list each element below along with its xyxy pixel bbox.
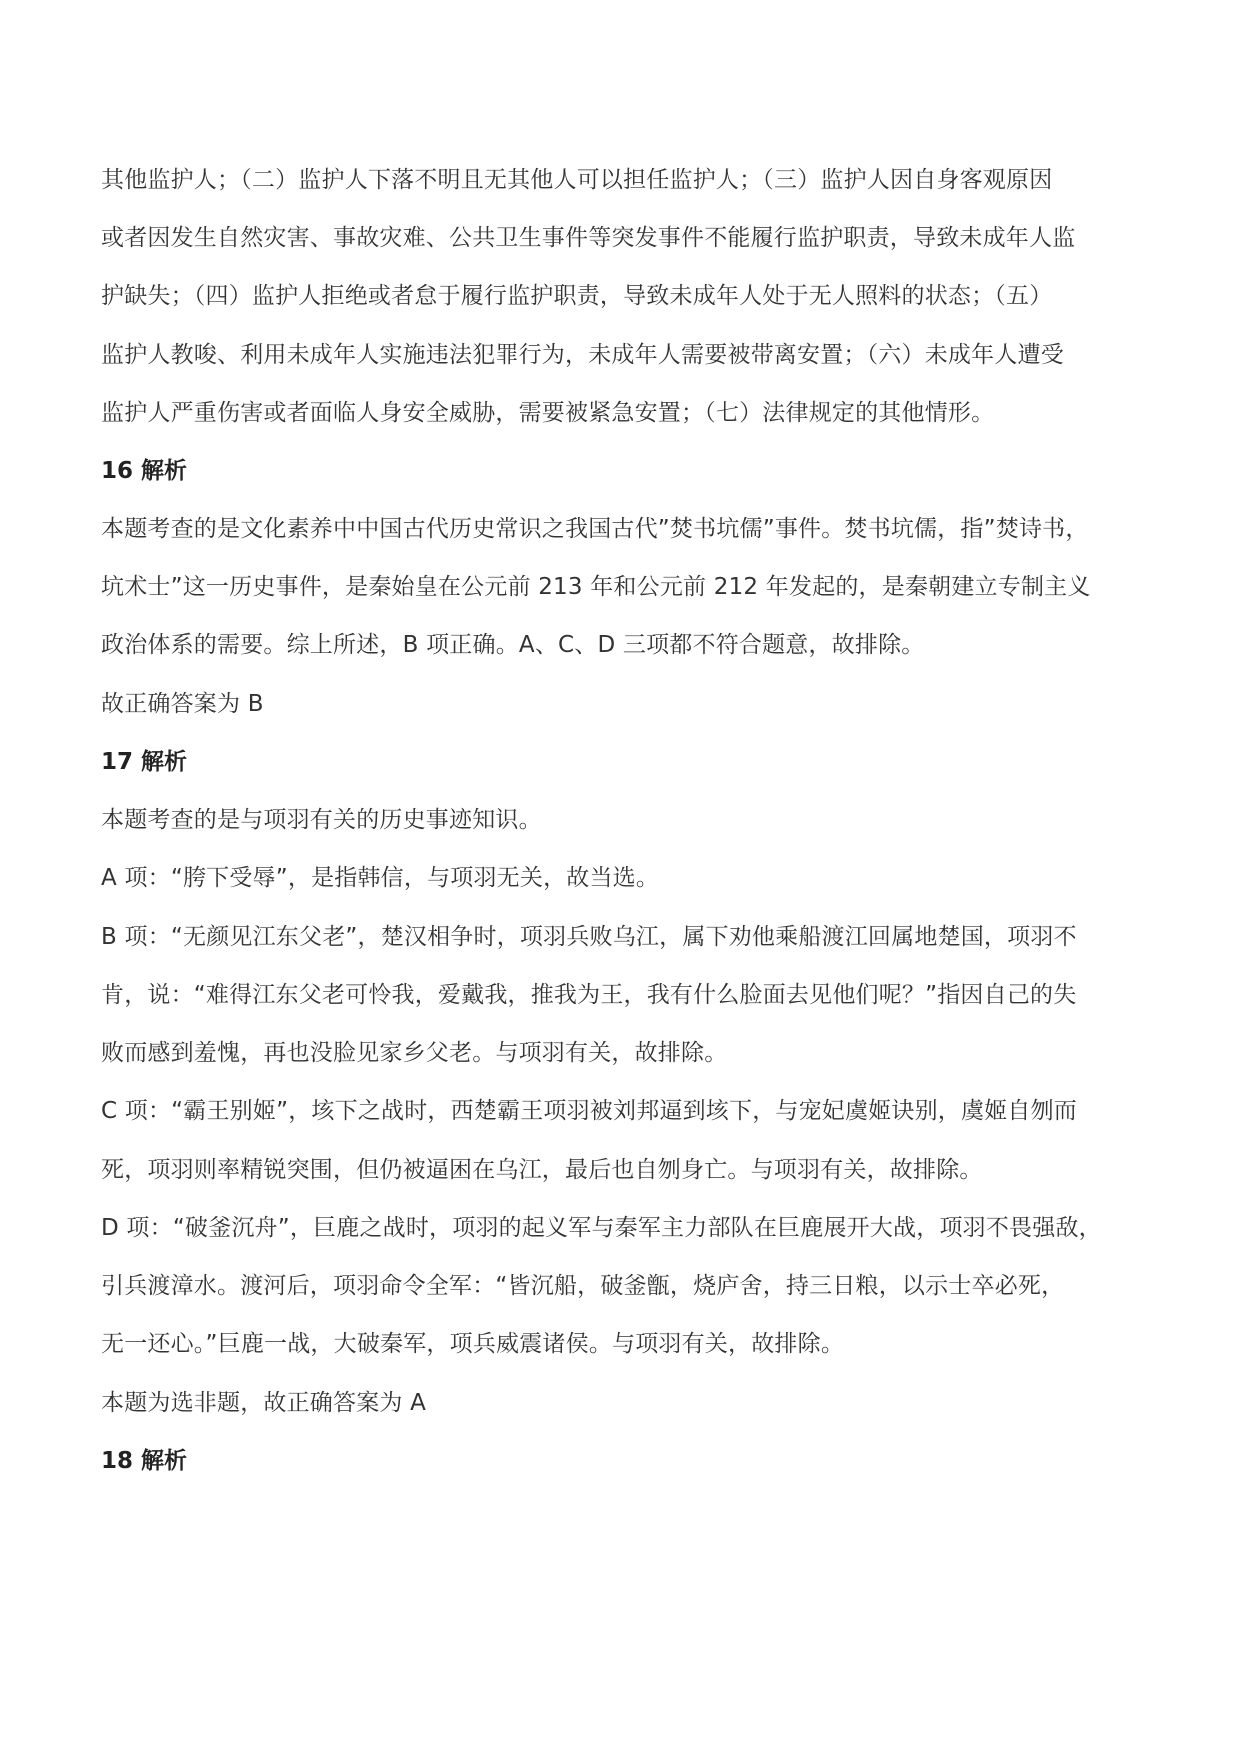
answer-line: 本题为选非题，故正确答案为 A [101, 1390, 427, 1416]
paragraph-line: 或者因发生自然灾害、事故灾难、公共卫生事件等突发事件不能履行监护职责，导致未成年人监 [101, 225, 1076, 251]
paragraph-line: 本题考查的是与项羽有关的历史事迹知识。 [101, 807, 542, 833]
section-heading-16: 16 解析 [101, 458, 188, 484]
option-b-line: 败而感到羞愧，再也没脸见家乡父老。与项羽有关，故排除。 [101, 1040, 728, 1066]
answer-line: 故正确答案为 B [101, 691, 264, 717]
option-c-line: C 项：“霸王别姬”，垓下之战时，西楚霸王项羽被刘邦逼到垓下，与宠妃虞姬诀别，虞姬自刎而 [101, 1098, 1078, 1124]
option-d-line: D 项：“破釜沉舟”，巨鹿之战时，项羽的起义军与秦军主力部队在巨鹿展开大战，项羽不畏强敌， [101, 1215, 1102, 1241]
paragraph-line: 监护人教唆、利用未成年人实施违法犯罪行为，未成年人需要被带离安置；（六）未成年人遭受 [101, 342, 1064, 368]
option-b-line: 肯，说：“难得江东父老可怜我，爱戴我，推我为王，我有什么脸面去见他们呢？”指因自己的失 [101, 982, 1077, 1008]
option-c-line: 死，项羽则率精锐突围，但仍被逼困在乌江，最后也自刎身亡。与项羽有关，故排除。 [101, 1157, 983, 1183]
section-heading-17: 17 解析 [101, 749, 188, 775]
paragraph-line: 监护人严重伤害或者面临人身安全威胁，需要被紧急安置；（七）法律规定的其他情形。 [101, 400, 995, 426]
section-heading-18: 18 解析 [101, 1448, 188, 1474]
paragraph-line: 本题考查的是文化素养中中国古代历史常识之我国古代”焚书坑儒”事件。焚书坑儒，指”焚诗书， [101, 516, 1089, 542]
option-d-line: 引兵渡漳水。渡河后，项羽命令全军：“皆沉船，破釜甑，烧庐舍，持三日粮，以示士卒必死， [101, 1273, 1065, 1299]
paragraph-line: 坑术士”这一历史事件，是秦始皇在公元前 213 年和公元前 212 年发起的，是秦朝建立专制主义 [101, 574, 1091, 600]
paragraph-line: 政治体系的需要。综上所述，B 项正确。A、C、D 三项都不符合题意，故排除。 [101, 632, 925, 658]
option-a-line: A 项：“胯下受辱”，是指韩信，与项羽无关，故当选。 [101, 865, 660, 891]
paragraph-line: 其他监护人；（二）监护人下落不明且无其他人可以担任监护人；（三）监护人因自身客观原因 [101, 167, 1053, 193]
option-d-line: 无一还心。”巨鹿一战，大破秦军，项兵威震诸侯。与项羽有关，故排除。 [101, 1331, 845, 1357]
option-b-line: B 项：“无颜见江东父老”，楚汉相争时，项羽兵败乌江，属下劝他乘船渡江回属地楚国，项羽不 [101, 924, 1077, 950]
paragraph-line: 护缺失；（四）监护人拒绝或者怠于履行监护职责，导致未成年人处于无人照料的状态；（五） [101, 283, 1053, 309]
